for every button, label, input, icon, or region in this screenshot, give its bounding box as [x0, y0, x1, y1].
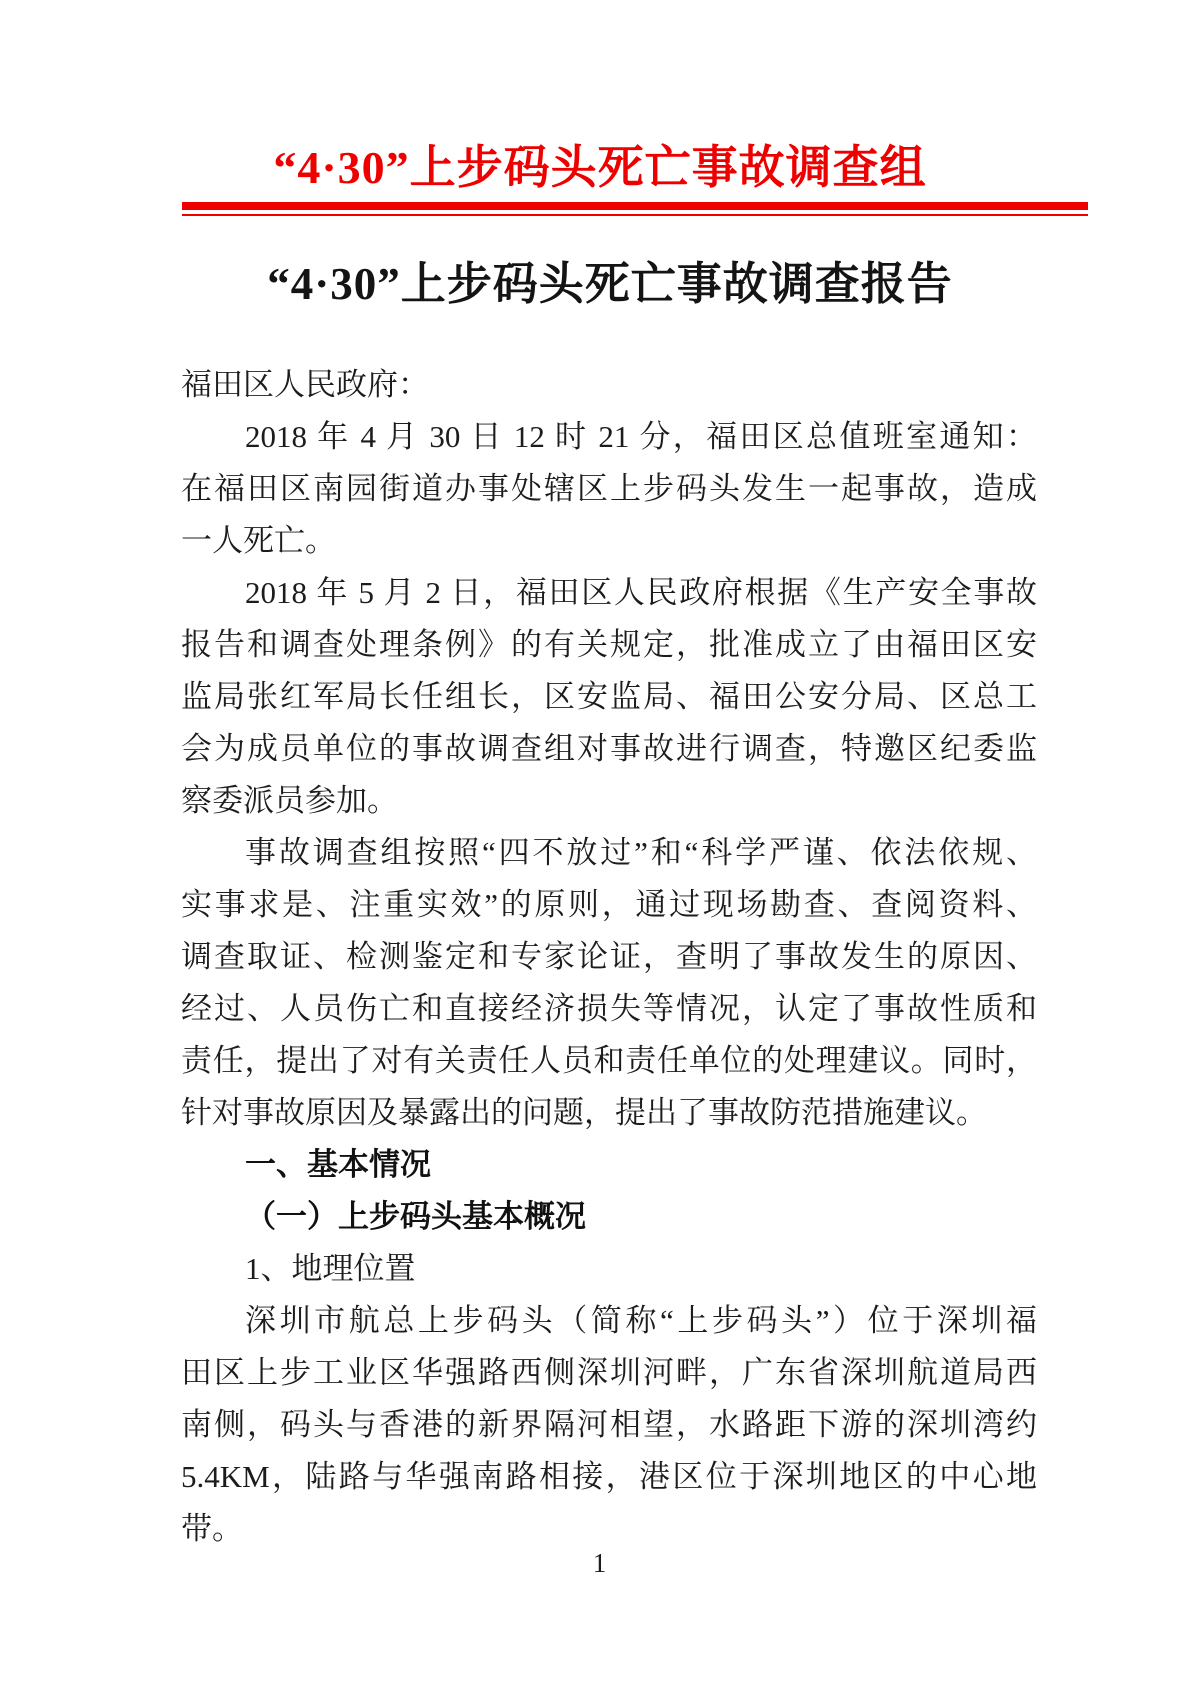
text-line: 经过、人员伤亡和直接经济损失等情况，认定了事故性质和	[181, 991, 1037, 1026]
document-body	[181, 359, 1037, 1555]
text-line: 察委派员参加。	[181, 783, 398, 818]
page-number: 1	[592, 1548, 607, 1578]
text-line: 田区上步工业区华强路西侧深圳河畔，广东省深圳航道局西	[181, 1355, 1037, 1390]
text-line: 针对事故原因及暴露出的问题，提出了事故防范措施建议。	[181, 1095, 987, 1130]
text-line: 深圳市航总上步码头（简称“上步码头”）位于深圳福	[245, 1303, 1037, 1338]
letterhead-banner-title: “4·30”上步码头死亡事故调查组	[273, 142, 927, 193]
letterhead-rule	[182, 202, 1088, 216]
text-line: 调查取证、检测鉴定和专家论证，查明了事故发生的原因、	[181, 939, 1037, 974]
text-line: 福田区人民政府：	[181, 367, 429, 402]
text-line: 1、地理位置	[245, 1251, 416, 1286]
text-line: 一人死亡。	[181, 523, 336, 558]
text-line: 监局张红军局长任组长，区安监局、福田公安分局、区总工	[181, 679, 1037, 714]
text-line: 事故调查组按照“四不放过”和“科学严谨、依法依规、	[245, 835, 1037, 870]
document-title: “4·30”上步码头死亡事故调查报告	[267, 259, 953, 309]
text-line: 带。	[181, 1511, 243, 1546]
text-line: 报告和调查处理条例》的有关规定，批准成立了由福田区安	[181, 627, 1037, 662]
letterhead-rule-thick	[182, 202, 1088, 210]
letterhead-rule-thin	[182, 214, 1088, 216]
text-line: 在福田区南园街道办事处辖区上步码头发生一起事故，造成	[181, 471, 1037, 506]
text-line: 2018 年 5 月 2 日，福田区人民政府根据《生产安全事故	[245, 575, 1037, 610]
text-line: 南侧，码头与香港的新界隔河相望，水路距下游的深圳湾约	[181, 1407, 1037, 1442]
text-line: 实事求是、注重实效”的原则，通过现场勘查、查阅资料、	[181, 887, 1037, 922]
heading-line: （一）上步码头基本概况	[245, 1199, 586, 1234]
text-line: 2018 年 4 月 30 日 12 时 21 分，福田区总值班室通知：	[245, 419, 1037, 454]
text-line: 5.4KM，陆路与华强南路相接，港区位于深圳地区的中心地	[181, 1459, 1037, 1494]
text-line: 责任，提出了对有关责任人员和责任单位的处理建议。同时，	[181, 1043, 1037, 1078]
heading-line: 一、基本情况	[245, 1147, 431, 1182]
text-line: 会为成员单位的事故调查组对事故进行调查，特邀区纪委监	[181, 731, 1037, 766]
